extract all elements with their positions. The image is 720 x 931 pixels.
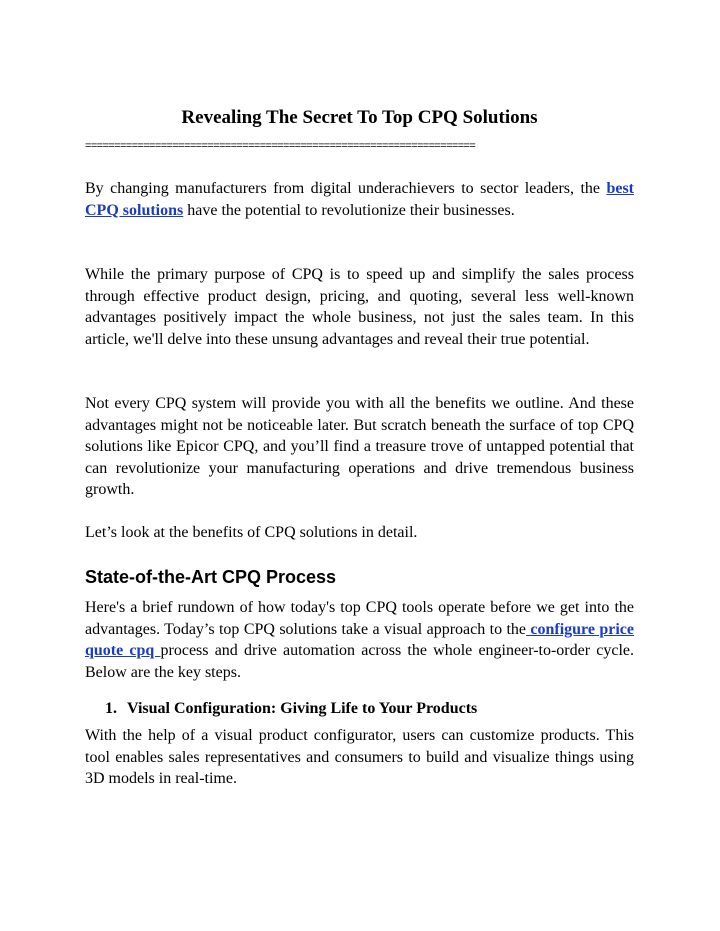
list-item-text: Visual Configuration: Giving Life to Your Products bbox=[127, 700, 478, 717]
list-item-number: 1. bbox=[105, 700, 117, 717]
document-title: Revealing The Secret To Top CPQ Solutions bbox=[181, 107, 538, 128]
section-heading: State-of-the-Art CPQ Process bbox=[85, 567, 337, 587]
lookahead-paragraph: Let’s look at the benefits of CPQ solutions in detail. bbox=[85, 524, 418, 541]
intro-paragraph bbox=[85, 178, 634, 221]
rundown-paragraph bbox=[85, 597, 634, 683]
rundown-text-after: process and drive automation across the whole engineer-to-order cycle. Below are the key steps. bbox=[85, 642, 634, 681]
title-separator: =================================================================== bbox=[85, 140, 476, 152]
rundown-text-before: Here's a brief rundown of how today's top CPQ tools operate before we get into the advantages. Today’s top CPQ solutions take a visual approach to the bbox=[85, 599, 634, 638]
configure-price-quote-link[interactable]: configure price quote cpq bbox=[85, 620, 634, 660]
intro-text-after: have the potential to revolutionize their businesses. bbox=[183, 201, 515, 219]
list-item bbox=[105, 698, 477, 720]
configurator-paragraph: With the help of a visual product configurator, users can customize products. This tool enables sales representatives and consumers to build and visualize things using 3D models in real-time. bbox=[85, 727, 634, 788]
benefits-paragraph: Not every CPQ system will provide you with all the benefits we outline. And these advantages might not be noticeable later. But scratch beneath the surface of top CPQ solutions like Epicor CPQ, and you’ll find a treasure trove of untapped potential that can revolutionize your manufacturing operations and drive tremendous business growth. bbox=[85, 395, 634, 499]
intro-text-before: By changing manufacturers from digital underachievers to sector leaders, the bbox=[85, 180, 607, 197]
purpose-paragraph: While the primary purpose of CPQ is to speed up and simplify the sales process through effective product design, pricing, and quoting, several less well-known advantages positively impact the whole business, not just the sales team. In this article, we'll delve into these unsung advantages and reveal their true potential. bbox=[85, 266, 634, 348]
best-cpq-solutions-link[interactable]: best CPQ solutions bbox=[85, 180, 634, 219]
